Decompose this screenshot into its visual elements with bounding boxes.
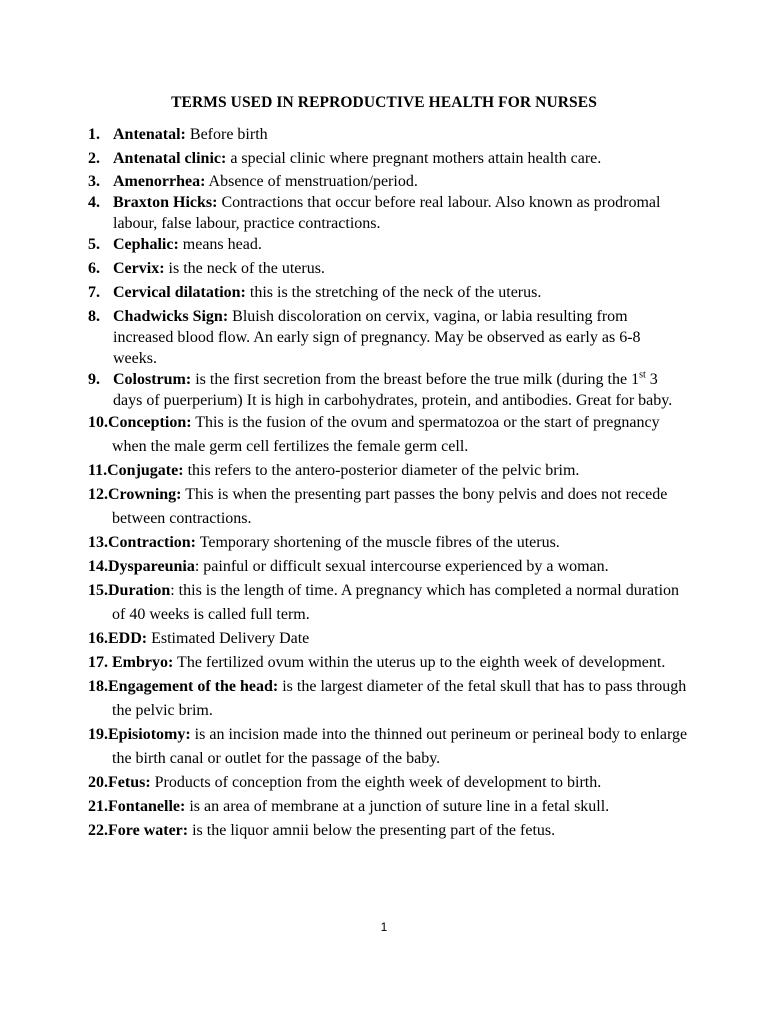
item-number: 5. [88, 236, 100, 253]
term-word: Dyspareunia [108, 558, 195, 575]
term-word: Crowning: [108, 486, 182, 503]
term-word: Engagement of the head: [108, 678, 279, 695]
list-item [88, 192, 688, 234]
item-number: 1. [88, 126, 100, 143]
item-number: 3. [88, 173, 100, 190]
term-definition: Before birth [185, 126, 268, 143]
list-item [88, 483, 688, 531]
list-item [88, 148, 688, 169]
list-item [88, 555, 688, 579]
term-definition: is the largest diameter of the fetal skull that has to pass through the pelvic brim. [112, 678, 687, 719]
term-definition: is an incision made into the thinned out perineum or perineal body to enlarge the birth canal or outlet for the passage of the baby. [112, 726, 688, 767]
term-definition-cont: 3 days of puerperium) It is high in carbohydrates, protein, and antibodies. Great for baby. [113, 371, 673, 409]
term-definition: a special clinic where pregnant mothers attain health care. [226, 150, 602, 167]
item-number: 11. [88, 462, 108, 479]
item-number: 4. [88, 194, 100, 211]
item-number: 6. [88, 260, 100, 277]
term-word: Conception: [108, 414, 192, 431]
term-definition: : this is the length of time. A pregnancy which has completed a normal duration of 40 weeks is called full term. [112, 582, 680, 623]
page-number: 1 [380, 920, 388, 934]
term-word: Conjugate: [107, 462, 184, 479]
term-word: Antenatal clinic: [113, 150, 227, 167]
term-word: Contraction: [108, 534, 196, 551]
term-definition: This is the fusion of the ovum and spermatozoa or the start of pregnancy when the male germ cell fertilizes the female germ cell. [112, 414, 660, 455]
term-definition: Bluish discoloration on cervix, vagina, or labia resulting from increased blood flow. An early sign of pregnancy. May be observed as early as 6-8 weeks. [113, 308, 641, 367]
term-word: Fontanelle: [108, 798, 186, 815]
item-number: 17. [88, 654, 108, 671]
term-definition: is the liquor amnii below the presenting part of the fetus. [188, 822, 556, 839]
list-item [88, 234, 688, 255]
term-word: Duration [108, 582, 171, 599]
term-definition: this is the stretching of the neck of the uterus. [245, 284, 542, 301]
term-definition: Estimated Delivery Date [147, 630, 310, 647]
list-item [88, 675, 688, 723]
item-number: 22. [88, 822, 108, 839]
list-item [88, 795, 688, 819]
list-item [88, 124, 688, 145]
list-item [88, 531, 688, 555]
ordinal-suffix: st [639, 369, 646, 381]
term-definition: The fertilized ovum within the uterus up to the eighth week of development. [173, 654, 666, 671]
term-word: Colostrum: [113, 371, 192, 388]
list-item [88, 819, 688, 843]
term-word: Embryo: [108, 654, 174, 671]
term-definition: this refers to the antero-posterior diameter of the pelvic brim. [183, 462, 580, 479]
list-item [88, 459, 688, 483]
item-number: 8. [88, 308, 100, 325]
terms-list [88, 124, 688, 843]
term-word: Braxton Hicks: [113, 194, 218, 211]
term-word: Cephalic: [113, 236, 179, 253]
item-number: 21. [88, 798, 108, 815]
item-number: 19. [88, 726, 108, 743]
item-number: 9. [88, 371, 100, 388]
item-number: 12. [88, 486, 108, 503]
list-item [88, 258, 688, 279]
term-definition: is the first secretion from the breast before the true milk (during the 1 [191, 371, 640, 388]
term-definition: Products of conception from the eighth week of development to birth. [150, 774, 602, 791]
term-definition: is an area of membrane at a junction of suture line in a fetal skull. [185, 798, 610, 815]
term-definition: : painful or difficult sexual intercourse experienced by a woman. [194, 558, 609, 575]
term-word: Fetus: [108, 774, 151, 791]
term-definition: Contractions that occur before real labour. Also known as prodromal labour, false labour, practice contractions. [113, 194, 661, 232]
term-definition: This is when the presenting part passes the bony pelvis and does not recede between contractions. [112, 486, 668, 527]
term-word: Episiotomy: [108, 726, 191, 743]
list-item [88, 306, 688, 369]
term-definition: Temporary shortening of the muscle fibres of the uterus. [195, 534, 560, 551]
item-number: 13. [88, 534, 108, 551]
term-word: EDD: [108, 630, 148, 647]
list-item [88, 282, 688, 303]
list-item [88, 369, 688, 411]
term-word: Amenorrhea: [113, 173, 206, 190]
list-item [88, 411, 688, 459]
term-word: Cervix: [113, 260, 165, 277]
term-definition: means head. [178, 236, 262, 253]
item-number: 7. [88, 284, 100, 301]
item-number: 18. [88, 678, 108, 695]
term-definition: is the neck of the uterus. [164, 260, 325, 277]
item-number: 14. [88, 558, 108, 575]
term-definition: Absence of menstruation/period. [205, 173, 418, 190]
item-number: 2. [88, 150, 100, 167]
list-item [88, 723, 688, 771]
list-item [88, 579, 688, 627]
list-item [88, 627, 688, 651]
list-item [88, 651, 688, 675]
item-number: 10. [88, 414, 108, 431]
item-number: 15. [88, 582, 108, 599]
list-item [88, 771, 688, 795]
document-title: TERMS USED IN REPRODUCTIVE HEALTH FOR NURSES [171, 94, 597, 111]
term-word: Cervical dilatation: [113, 284, 246, 301]
term-word: Antenatal: [113, 126, 186, 143]
term-word: Chadwicks Sign: [113, 308, 229, 325]
list-item [88, 171, 688, 192]
item-number: 20. [88, 774, 108, 791]
item-number: 16. [88, 630, 108, 647]
term-word: Fore water: [108, 822, 189, 839]
